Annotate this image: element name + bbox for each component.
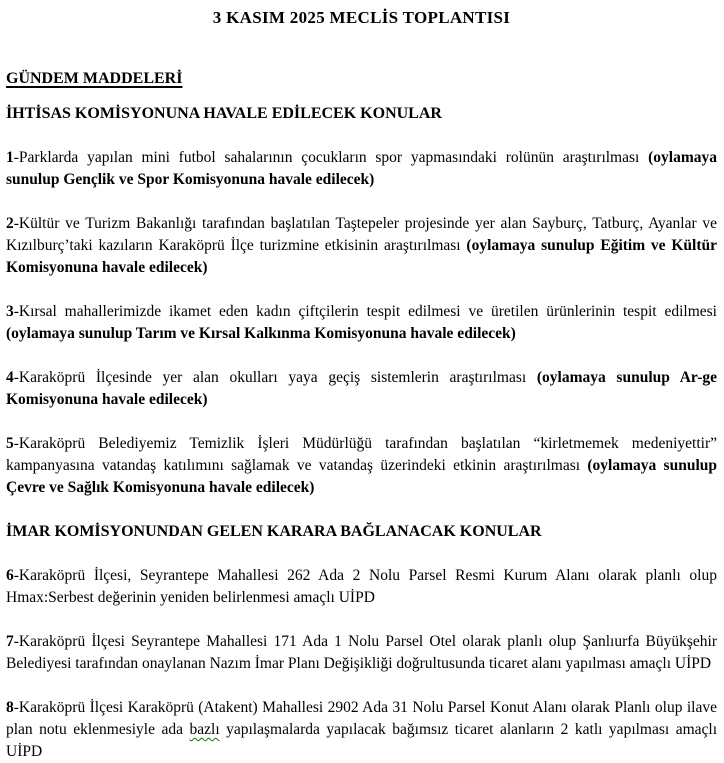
agenda-item-6 [6,565,717,609]
section-heading: İHTİSAS KOMİSYONUNA HAVALE EDİLECEK KONULAR [6,105,442,122]
item-text: -Kırsal mahallerimizde ikamet eden kadın çiftçilerin tespit edilmesi ve üretilen ürünlerinin tespit edilmesi [13,303,717,320]
item-number: 2 [6,215,14,232]
item-text: -Kültür ve Turizm Bakanlığı tarafından başlatılan Taştepeler projesinde yer alan Sayburç, Tatburç, Ayanlar ve Kızılburç’taki kazıların Karaköprü İlçe turizmine etkisinin araştırılması [6,215,717,254]
page-title: 3 KASIM 2025 MECLİS TOPLANTISI [212,8,511,27]
agenda-item-2 [6,213,717,279]
agenda-item-4 [6,367,717,411]
item-text: -Karaköprü İlçesi Seyrantepe Mahallesi 171 Ada 1 Nolu Parsel Otel olarak planlı olup Şanlıurfa Büyükşehir Belediyesi tarafından onaylanan Nazım İmar Planı Değişikliği doğrultusunda ticaret alanı yapılması amaçlı UİPD [6,633,717,672]
agenda-sections [6,103,717,763]
item-number: 6 [6,567,14,584]
agenda-item-3 [6,301,717,345]
agenda-items-heading-text: GÜNDEM MADDELERİ [6,70,183,87]
committee-note: (oylamaya sunulup Ar-ge Komisyonuna havale edilecek) [6,369,717,408]
item-number: 8 [6,699,14,716]
spellcheck-word: bazlı [189,721,220,738]
committee-note: (oylamaya sunulup Eğitim ve Kültür Komisyonuna havale edilecek) [6,237,718,276]
item-number: 4 [6,369,14,386]
agenda-items-heading [6,68,717,90]
item-text: -Karaköprü İlçesi, Seyrantepe Mahallesi 262 Ada 2 Nolu Parsel Resmi Kurum Alanı olarak planlı olup Hmax:Serbest değerinin yeniden belirlenmesi amaçlı UİPD [6,567,717,606]
item-number: 1 [6,149,14,166]
item-text: -Karaköprü Belediyemiz Temizlik İşleri Müdürlüğü tarafından başlatılan “kirletmemek medeniyettir” kampanyasına vatandaş katılımını sağlamak ve vatandaş üzerindeki etkinin araştırılması [6,435,717,474]
agenda-item-8 [6,697,717,763]
committee-note: (oylamaya sunulup Çevre ve Sağlık Komisyonuna havale edilecek) [6,457,717,496]
agenda-item-1 [6,147,717,191]
item-text: -Karaköprü İlçesinde yer alan okulları yaya geçiş sistemlerin araştırılması [13,369,537,386]
item-text: -Parklarda yapılan mini futbol sahalarının çocukların spor yapmasındaki rolünün araştırılması [13,149,649,166]
section-heading: İMAR KOMİSYONUNDAN GELEN KARARA BAĞLANACAK KONULAR [6,523,542,540]
item-number: 3 [6,303,14,320]
committee-note: (oylamaya sunulup Tarım ve Kırsal Kalkınma Komisyonuna havale edilecek) [6,325,516,342]
agenda-item-7 [6,631,717,675]
committee-note: (oylamaya sunulup Gençlik ve Spor Komisyonuna havale edilecek) [6,149,717,188]
agenda-item-5 [6,433,717,499]
item-text: -Karaköprü İlçesi Karaköprü (Atakent) Mahallesi 2902 Ada 31 Nolu Parsel Konut Alanı olarak Planlı olup ilave plan notu eklenmesiyle ada [6,699,717,738]
item-text: yapılaşmalarda yapılacak bağımsız ticaret alanların 2 katlı yapılması amaçlı UİPD [6,721,718,760]
item-number: 7 [6,633,14,650]
item-number: 5 [6,435,14,452]
